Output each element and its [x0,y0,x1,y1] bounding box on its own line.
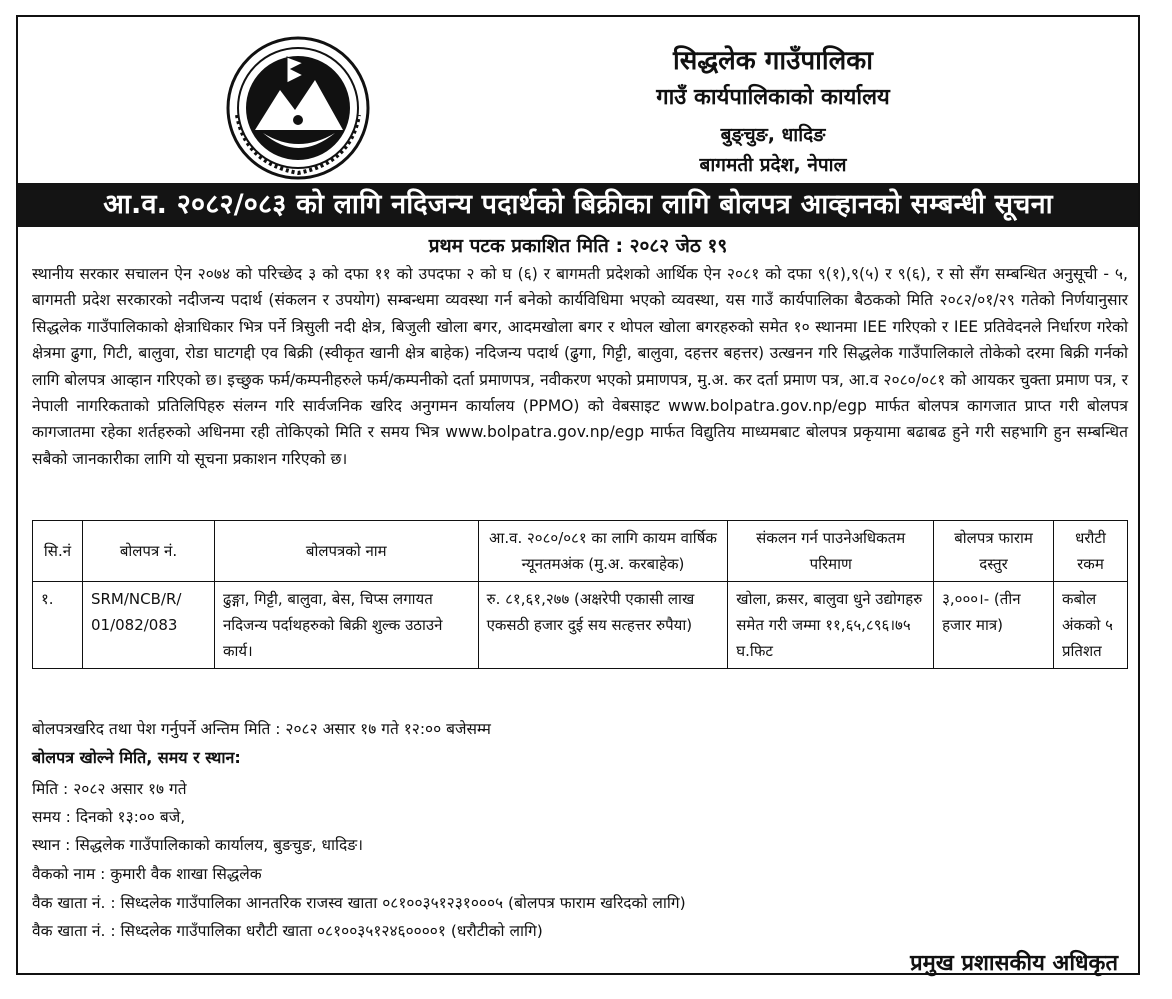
cell-sn: १. [33,582,83,669]
office-subtitle: गाउँ कार्यपालिकाको कार्यालय [656,85,890,110]
notice-title-banner: आ.व. २०८२/०८३ को लागि नदिजन्य पदार्थको बिक्रीका लागि बोलपत्र आव्हानको सम्बन्धी सूचना [18,183,1138,227]
opening-date: मिति : २०८२ असार १७ गते [32,780,187,798]
opening-title: बोलपत्र खोल्ने मिति, समय र स्थान: [32,748,241,767]
bank-account-2: वैक खाता नं. : सिध्दलेक गाउँपालिका धरौटी खाता ०८१००३५१२४६००००१ (धरौटीको लागि) [32,922,543,940]
office-province: बागमती प्रदेश, नेपाल [699,154,847,176]
table-row [33,582,1128,669]
col-header-deposit: धरौटी रकम [1053,521,1127,582]
col-header-bid-name: बोलपत्रको नाम [214,521,478,582]
notice-body-paragraph: स्थानीय सरकार सचालन ऐन २०७४ को परिच्छेद ३ को दफा ११ को उपदफा २ को घ (६) र बागमती प्रदेशको आर्थिक ऐन २०८१ को दफा ९(१),९(५) र ९(६), र सो सँग सम्बन्धित अनुसूची - ५, बागमती प्रदेश सरकारको नदीजन्य पदार्थ (संकलन र उपयोग) सम्बन्धमा व्यवस्था गर्न बनेको कार्यविधिमा भएको व्यवस्था, यस गाउँ कार्यपालिका बैठकको मिति २०८२/०१/२९ गतेको निर्णयानुसार सिद्धलेक गाउँपालिकाको क्षेत्राधिकार भित्र पर्ने त्रिसुली नदी क्षेत्र, बिजुली खोला बगर, आदमखोला बगर र थोपल खोला बगरहरुको समेत १० स्थानमा IEE गरिएको र IEE प्रतिवेदनले निर्धारण गरेको क्षेत्रमा ढुगा, गिटी, बालुवा, रोडा घाटगद्दी एव बिक्री (स्वीकृत खानी क्षेत्र बाहेक) नदिजन्य पदार्थ (ढुगा, गिट्टी, बालुवा, दहत्तर बहत्तर) उत्खनन गरि सिद्धलेक गाउँपालिकाले तोकेको दरमा बिक्री गर्नको लागि बोलपत्र आव्हान गरिएको छ। इच्छुक फर्म/कम्पनीहरुले फर्म/कम्पनीको दर्ता प्रमाणपत्र, नवीकरण भएको प्रमाणपत्र, मु.अ. कर दर्ता प्रमाण पत्र, आ.व २०८०/०८१ को आयकर चुक्ता प्रमाण पत्र, र नेपाली नागरिकताको प्रतिलिपिहरु संलग्न गरि सार्वजनिक खरिद अनुगमन कार्यालय (PPMO) को वेबसाइट www.bolpatra.gov.np/egp मार्फत बोलपत्र कागजात प्राप्त गरी बोलपत्र कागजातमा रहेका शर्तहरुको अधिनमा रही तोकिएको मिति र समय भित्र www.bolpatra.gov.np/egp मार्फत विद्युतिय माध्यमबाट बोलपत्र प्रकृयामा बढाबढ हुने गरी सहभागि हुन सम्बन्धित सबैको जानकारीका लागि यो सूचना प्रकाशन गरिएको छ। [32,265,1129,468]
cell-bid-no: SRM/NCB/R/ 01/082/083 [82,582,214,669]
col-header-fee: बोलपत्र फाराम दस्तुर [934,521,1054,582]
table-header-row [33,521,1128,582]
bank-account-1: वैक खाता नं. : सिध्दलेक गाउँपालिका आनतरिक राजस्व खाता ०८१००३५१२३१०००५ (बोलपत्र फाराम खरिदको लागि) [32,894,686,912]
opening-place: स्थान : सिद्धलेक गाउँपालिकाको कार्यालय, बुङचुङ, धादिङ। [32,836,363,854]
col-header-sn: सि.नं [33,521,83,582]
notice-frame [16,15,1140,975]
cell-fee: ३,०००।- (तीन हजार मात्र) [934,582,1054,669]
col-header-quantity: संकलन गर्न पाउनेअधिकतम परिमाण [728,521,934,582]
office-address: बुङ्चुङ, धादिङ [720,124,826,146]
cell-deposit: कबोल अंकको ५ प्रतिशत [1053,582,1127,669]
bank-name: वैकको नाम : कुमारी वैक शाखा सिद्धलेक [32,865,262,883]
signature-title: प्रमुख प्रशासकीय अधिकृत [910,951,1118,976]
opening-time: समय : दिनको १३:०० बजे, [32,808,186,826]
notice-header [18,17,1138,182]
deadline-text: बोलपत्रखरिद तथा पेश गर्नुपर्ने अन्तिम मिति : २०८२ असार १७ गते १२:०० बजेसम्म [32,720,491,738]
office-name: सिद्धलेक गाउँपालिका [673,46,873,76]
bid-table [32,520,1128,669]
col-header-min-amount: आ.व. २०८०/०८१ का लागि कायम वार्षिक न्यूनतमअंक (मु.अ. करबाहेक) [478,521,728,582]
cell-bid-name: ढुङ्गा, गिट्टी, बालुवा, बेस, चिप्स लगायत नदिजन्य पर्दाथहरुको बिक्री शुल्क उठाउने कार्य। [214,582,478,669]
cell-quantity: खोला, क्रसर, बालुवा धुने उद्योगहरु समेत गरी जम्मा ११,६५,८९६।७५ घ.फिट [728,582,934,669]
col-header-bid-no: बोलपत्र नं. [82,521,214,582]
cell-min-amount: रु. ८१,६१,२७७ (अक्षरेपी एकासी लाख एकसठी हजार दुई सय सत्हत्तर रुपैया) [478,582,728,669]
publication-date: प्रथम पटक प्रकाशित मिति : २०८२ जेठ १९ [428,235,728,257]
